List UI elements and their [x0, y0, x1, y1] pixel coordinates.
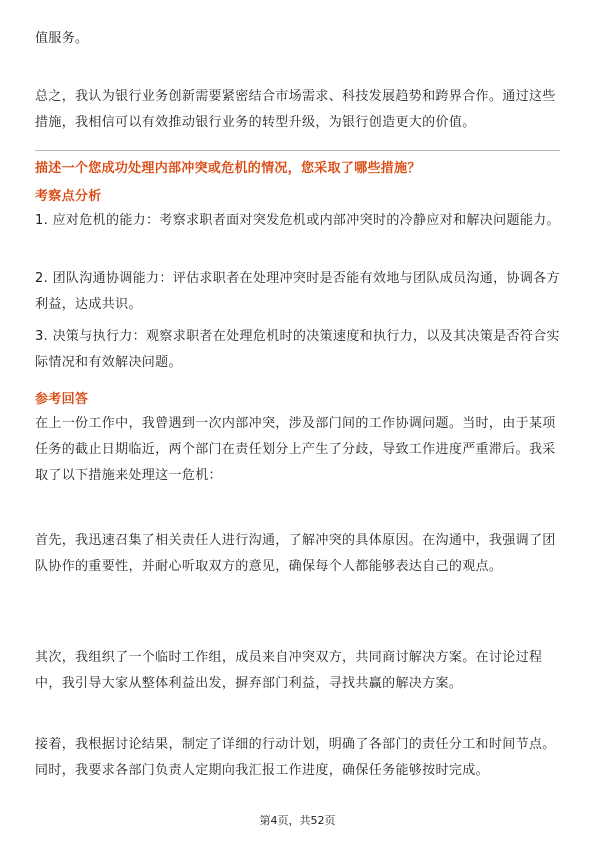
page-number-footer: 第4页，共52页 [259, 814, 336, 827]
interview-question: 描述一个您成功处理内部冲突或危机的情况，您采取了哪些措施？ [35, 161, 421, 176]
intro-tail-paragraph: 值服务。 [35, 31, 89, 46]
summary-paragraph: 总之，我认为银行业务创新需要紧密结合市场需求、科技发展趋势和跨界合作。通过这些措施，我相信可以有效推动银行业务的转型升级，为银行创造更大的价值。 [35, 89, 556, 130]
analysis-title: 考察点分析 [35, 189, 102, 204]
answer-paragraph: 首先，我迅速召集了相关责任人进行沟通，了解冲突的具体原因。在沟通中，我强调了团队协作的重要性，并耐心听取双方的意见，确保每个人都能够表达自己的观点。 [35, 533, 556, 574]
analysis-item: 2. 团队沟通协调能力：评估求职者在处理冲突时是否能有效地与团队成员沟通，协调各方利益，达成共识。 [35, 271, 560, 312]
answer-title: 参考回答 [35, 392, 89, 407]
section-divider [35, 150, 560, 151]
analysis-item: 3. 决策与执行力：观察求职者在处理危机时的决策速度和执行力，以及其决策是否符合实际情况和有效解决问题。 [35, 329, 560, 370]
answer-paragraph: 接着，我根据讨论结果，制定了详细的行动计划，明确了各部门的责任分工和时间节点。同时，我要求各部门负责人定期向我汇报工作进度，确保任务能够按时完成。 [35, 737, 556, 778]
answer-paragraph: 在上一份工作中，我曾遇到一次内部冲突，涉及部门间的工作协调问题。当时，由于某项任务的截止日期临近，两个部门在责任划分上产生了分歧，导致工作进度严重滞后。我采取了以下措施来处理这一危机： [35, 416, 556, 483]
analysis-item: 1. 应对危机的能力：考察求职者面对突发危机或内部冲突时的冷静应对和解决问题能力。 [35, 213, 560, 228]
answer-paragraph: 其次，我组织了一个临时工作组，成员来自冲突双方，共同商讨解决方案。在讨论过程中，我引导大家从整体利益出发，摒弃部门利益，寻找共赢的解决方案。 [35, 650, 543, 691]
